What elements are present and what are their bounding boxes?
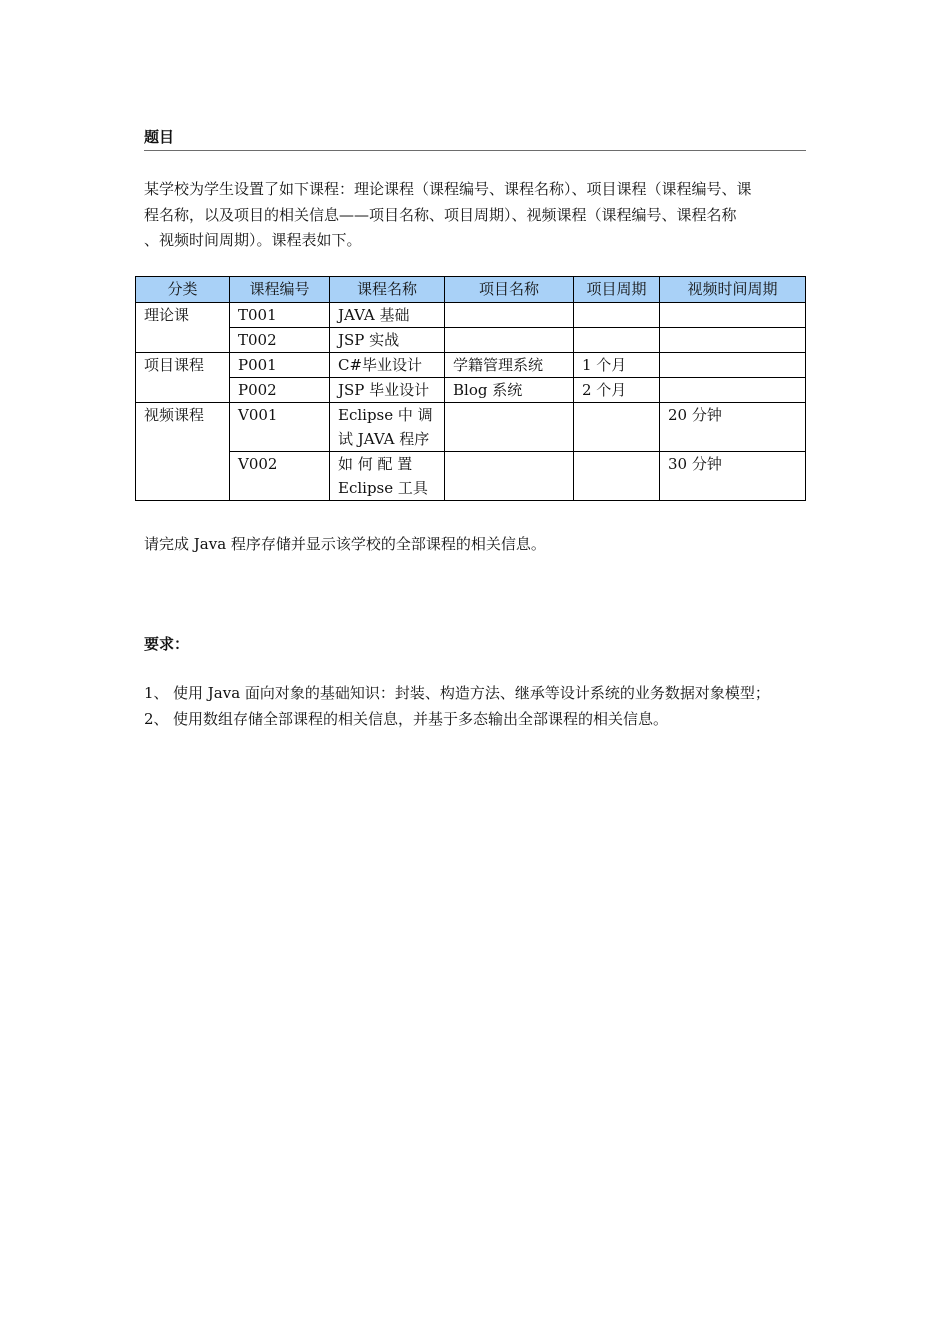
project-name-cell [445,403,574,452]
name-line: Eclipse 工具 [338,479,428,497]
code-cell: V001 [230,403,330,452]
video-time-cell: 20 分钟 [660,403,806,452]
video-time-cell [660,328,806,353]
code-cell: T001 [230,303,330,328]
intro-line: 、视频时间周期）。课程表如下。 [144,231,362,249]
table-row [136,403,806,452]
video-time-cell [660,378,806,403]
name-line: Eclipse 中 调 [338,406,433,424]
project-name-cell [445,328,574,353]
table-row [136,328,806,353]
name-line: 试 JAVA 程序 [338,430,430,448]
name-line: 如 何 配 置 [338,455,413,473]
task-statement: 请完成 Java 程序存储并显示该学校的全部课程的相关信息。 [144,535,546,553]
table-row [136,353,806,378]
project-name-cell [445,303,574,328]
header-course-code: 课程编号 [230,277,330,303]
category-cell: 项目课程 [136,353,230,403]
name-cell: C#毕业设计 [330,353,445,378]
period-cell: 1 个月 [574,353,660,378]
code-cell: P002 [230,378,330,403]
table-row [136,452,806,501]
table-header-row [136,277,806,303]
list-number: 1、 [144,684,169,702]
code-cell: P001 [230,353,330,378]
header-project-name: 项目名称 [445,277,574,303]
period-cell: 2 个月 [574,378,660,403]
period-cell [574,403,660,452]
project-name-cell [445,452,574,501]
intro-line: 某学校为学生设置了如下课程：理论课程（课程编号、课程名称）、项目课程（课程编号、课 [144,180,752,198]
intro-line: 程名称，以及项目的相关信息——项目名称、项目周期）、视频课程（课程编号、课程名称 [144,205,737,224]
name-cell: JSP 毕业设计 [330,378,445,403]
requirements-list [144,681,834,732]
category-cell: 理论课 [136,303,230,353]
section-heading: 题目 [144,127,806,151]
list-item [144,681,834,707]
list-text: 使用数组存储全部课程的相关信息，并基于多态输出全部课程的相关信息。 [173,709,669,728]
name-cell: JAVA 基础 [330,303,445,328]
table-row [136,303,806,328]
project-name-cell: Blog 系统 [445,378,574,403]
course-table [135,276,806,501]
table-row [136,378,806,403]
period-cell [574,328,660,353]
period-cell [574,452,660,501]
category-cell: 视频课程 [136,403,230,501]
header-video-time: 视频时间周期 [660,277,806,303]
video-time-cell [660,353,806,378]
project-name-cell: 学籍管理系统 [445,353,574,378]
video-time-cell: 30 分钟 [660,452,806,501]
header-project-period: 项目周期 [574,277,660,303]
list-text: 使用 Java 面向对象的基础知识：封装、构造方法、继承等设计系统的业务数据对象模型； [173,684,770,702]
code-cell: T002 [230,328,330,353]
video-time-cell [660,303,806,328]
header-category: 分类 [136,277,230,303]
name-cell: JSP 实战 [330,328,445,353]
name-cell [330,452,445,501]
requirements-heading: 要求： [144,635,190,653]
name-cell [330,403,445,452]
header-course-name: 课程名称 [330,277,445,303]
code-cell: V002 [230,452,330,501]
intro-paragraph [144,177,806,254]
list-item [144,707,834,733]
list-number: 2、 [144,709,169,728]
period-cell [574,303,660,328]
